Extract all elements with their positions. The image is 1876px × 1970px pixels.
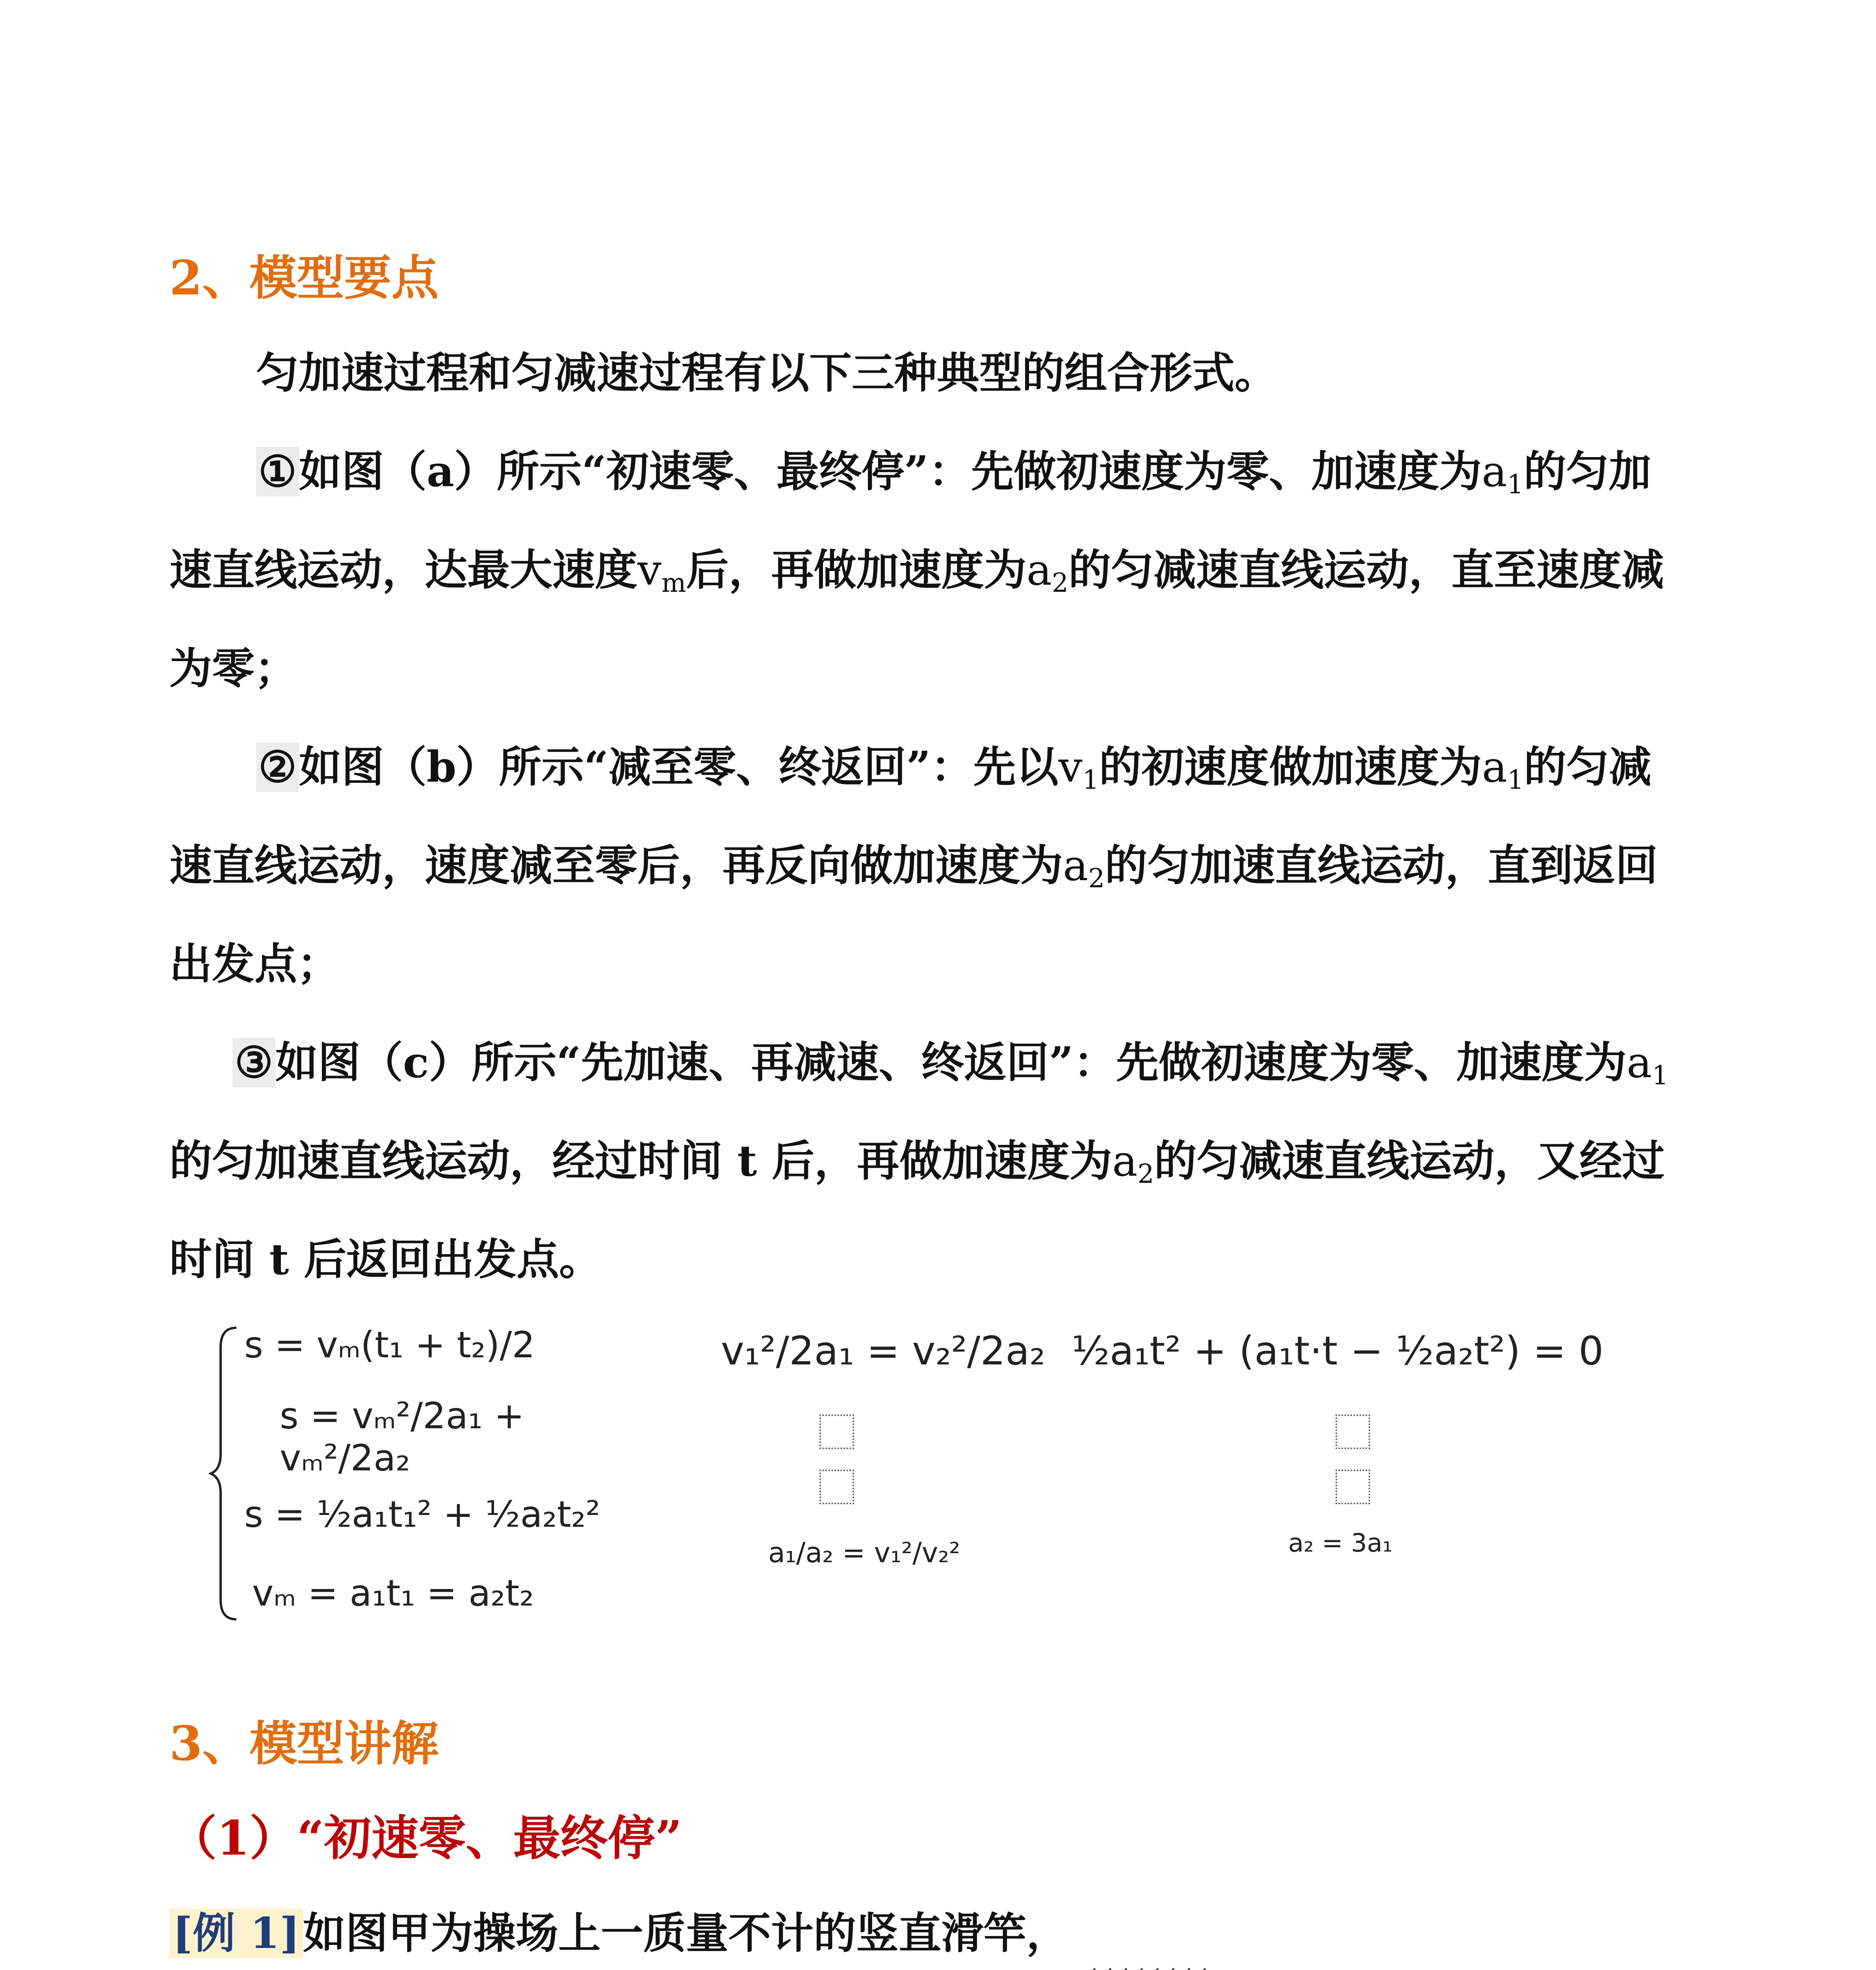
- case-c-text: 先做初速度为零、加速度为: [1116, 1038, 1627, 1087]
- symbol-sub: m: [661, 568, 686, 598]
- case-c-text: 的匀减速直线运动，又经过: [1154, 1136, 1665, 1186]
- case-c-lead: 如图（c）所示“先加速、再减速、终返回”：: [275, 1038, 1116, 1087]
- symbol-sub: 2: [1052, 568, 1069, 598]
- symbol-sub: 1: [1507, 765, 1524, 795]
- symbol-a2: a: [1112, 1137, 1138, 1186]
- case-a-line-2: [169, 536, 1664, 598]
- case-b-marker: ②: [256, 742, 299, 792]
- placeholder-box: [1335, 1470, 1370, 1504]
- symbol-sub: 1: [1652, 1060, 1669, 1091]
- formula-left-3: s = ½a₁t₁² + ½a₂t₂²: [244, 1493, 600, 1535]
- symbol-sub: 1: [1082, 765, 1099, 795]
- case-a-marker: ①: [256, 447, 299, 496]
- case-c-text: 的匀加速直线运动，经过时间 t 后，再做加速度为: [169, 1136, 1113, 1186]
- symbol-a2: a: [1063, 841, 1088, 890]
- example-text: 如图甲为操场上一质量不计的竖直滑竿，: [303, 1909, 1069, 1958]
- formula-mid-top: v₁²/2a₁ = v₂²/2a₂: [721, 1328, 1046, 1374]
- case-c-marker: ③: [232, 1038, 275, 1087]
- placeholder-box: [819, 1414, 854, 1449]
- case-a-lead: 如图（a）所示“初速零、最终停”：: [299, 447, 971, 496]
- case-c-line-2: [169, 1127, 1665, 1189]
- case-a-line-1: [256, 437, 1651, 500]
- case-b-text: 的初速度做加速度为: [1099, 742, 1482, 792]
- placeholder-box: [1335, 1414, 1370, 1449]
- case-a-text: 的匀加: [1523, 447, 1651, 496]
- case-a-text: 速直线运动，达最大速度: [169, 545, 638, 595]
- symbol-vm: v: [637, 546, 662, 595]
- formula-system: [209, 1324, 622, 1623]
- symbol-sub: 2: [1137, 1159, 1154, 1189]
- case-b-line-3: 出发点；: [169, 939, 340, 989]
- formula-right-top: ½a₁t² + (a₁t·t − ½a₂t²) = 0: [1072, 1328, 1604, 1374]
- case-a-text: 后，再做加速度为: [686, 545, 1027, 595]
- symbol-sub: 1: [1507, 469, 1524, 500]
- case-c-line-3: 时间 t 后返回出发点。: [169, 1235, 602, 1284]
- case-a-line-3: 为零；: [169, 644, 297, 693]
- case-b-line-1: [256, 733, 1651, 795]
- section-3-title: 3、模型讲解: [169, 1716, 439, 1771]
- formula-mid-bottom: a₁/a₂ = v₁²/v₂²: [768, 1537, 960, 1569]
- case-b-line-2: [169, 831, 1658, 894]
- figure-jia: [1079, 1966, 1245, 1970]
- case-b-text: 的匀减: [1524, 742, 1652, 792]
- symbol-v1: v: [1058, 743, 1083, 792]
- symbol-a1: a: [1482, 447, 1507, 496]
- ceiling-hatch-icon: [1083, 1968, 1205, 1970]
- symbol-sub: 2: [1088, 863, 1105, 894]
- formula-left-2: s = vₘ²/2a₁ + vₘ²/2a₂: [280, 1395, 525, 1479]
- symbol-a1: a: [1626, 1038, 1652, 1087]
- symbol-a2: a: [1026, 546, 1052, 595]
- subsection-1-title: （1）“初速零、最终停”: [169, 1810, 682, 1866]
- section-2-title: 2、模型要点: [169, 250, 439, 306]
- case-a-text: 先做初速度为零、加速度为: [971, 447, 1482, 496]
- example-tag: [例 1]: [169, 1909, 303, 1958]
- formula-right-bottom: a₂ = 3a₁: [1288, 1529, 1393, 1558]
- case-b-text: 的匀加速直线运动，直到返回: [1105, 841, 1658, 890]
- case-b-lead: 如图（b）所示“减至零、终返回”：: [299, 742, 973, 792]
- case-b-text: 先以: [973, 742, 1059, 792]
- symbol-a1: a: [1482, 743, 1508, 792]
- case-c-line-1: [232, 1028, 1668, 1091]
- formula-left-4: vₘ = a₁t₁ = a₂t₂: [252, 1572, 534, 1614]
- case-a-text: 的匀减速直线运动，直至速度减: [1068, 545, 1664, 595]
- intro-text: 匀加速过程和匀减速过程有以下三种典型的组合形式。: [256, 348, 1278, 398]
- case-b-text: 速直线运动，速度减至零后，再反向做加速度为: [169, 841, 1063, 890]
- placeholder-box: [819, 1470, 854, 1504]
- example-1-line-1: [169, 1899, 1069, 1960]
- brace-icon: [209, 1324, 240, 1623]
- formula-left-1: s = vₘ(t₁ + t₂)/2: [244, 1324, 535, 1366]
